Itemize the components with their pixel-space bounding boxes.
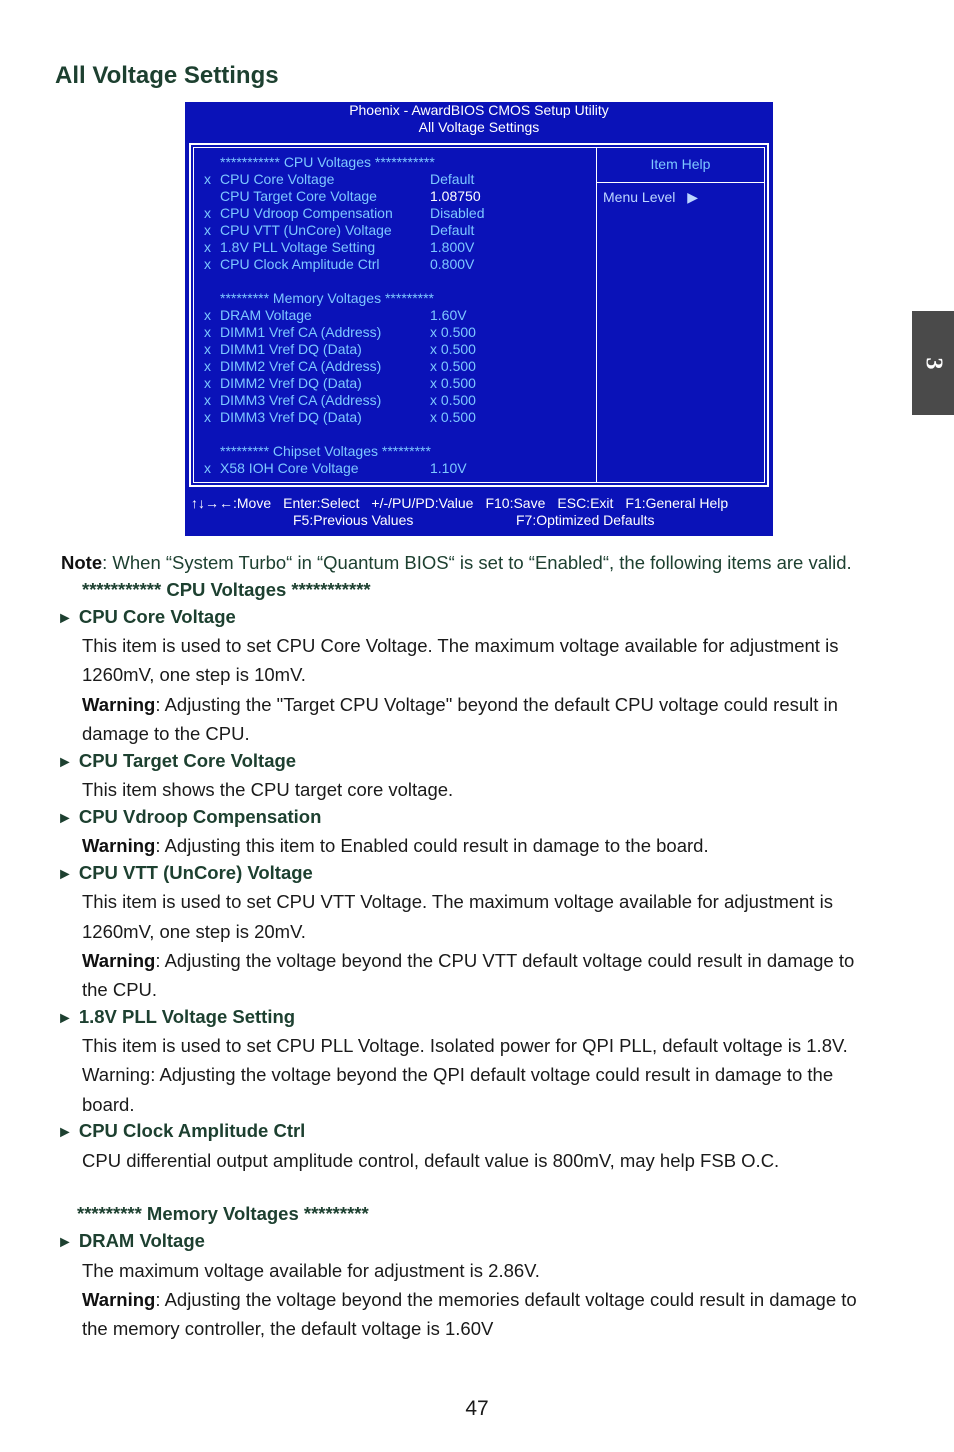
bios-row-lock-marker: x (204, 341, 211, 357)
bios-setting-row[interactable] (194, 460, 596, 477)
bullet-arrow-icon: ► (57, 1234, 73, 1251)
heading-text: DRAM Voltage (78, 1230, 205, 1251)
bios-page-title: All Voltage Settings (418, 119, 540, 135)
warning-label: Warning (82, 950, 156, 971)
cpu-core-desc-line2: 1260mV, one step is 10mV. (82, 664, 306, 685)
bios-row-value: 1.08750 (430, 188, 481, 204)
bullet-arrow-icon: ► (57, 754, 73, 771)
heading-text: CPU Vdroop Compensation (78, 806, 322, 827)
bios-setting-row[interactable] (194, 409, 596, 426)
bios-key-hint: ESC:Exit (557, 495, 614, 511)
heading-cpu-core-voltage (57, 604, 236, 632)
bios-key-hint: +/-/PU/PD:Value (371, 495, 474, 511)
bios-row-lock-marker: x (204, 409, 211, 425)
bios-row-value: 1.10V (430, 460, 467, 476)
bios-row-value: 1.60V (430, 307, 467, 323)
heading-cpu-target-core-voltage (57, 748, 296, 776)
heading-cpu-vtt-voltage (57, 860, 313, 888)
menu-level-label: Menu Level (603, 189, 676, 205)
warning-text: : Adjusting the "Target CPU Voltage" beyond the default CPU voltage could result in (155, 694, 838, 715)
bios-setting-row[interactable] (194, 188, 596, 205)
bios-row-lock-marker: x (204, 256, 211, 272)
bios-row-label: X58 IOH Core Voltage (220, 460, 359, 476)
dram-desc: The maximum voltage available for adjustment is 2.86V. (82, 1260, 540, 1281)
bios-row-label: DIMM2 Vref CA (Address) (220, 358, 382, 374)
bios-blank-row (194, 273, 596, 290)
bios-row-value: x 0.500 (430, 324, 476, 340)
bios-row-lock-marker: x (204, 171, 211, 187)
heading-text: CPU Clock Amplitude Ctrl (78, 1120, 306, 1141)
cpu-core-warning-line1 (82, 690, 838, 719)
bios-row-value: x 0.500 (430, 341, 476, 357)
bios-key-hint: F10:Save (485, 495, 546, 511)
bios-screen (185, 102, 773, 536)
warning-text: : Adjusting this item to Enabled could result in damage to the board. (155, 835, 709, 856)
bullet-arrow-icon: ► (57, 810, 73, 827)
bios-row-value: 0.800V (430, 256, 475, 272)
bullet-arrow-icon: ► (57, 1010, 73, 1027)
bios-row-value: x 0.500 (430, 409, 476, 425)
bios-row-label: 1.8V PLL Voltage Setting (220, 239, 376, 255)
bios-row-label: CPU Clock Amplitude Ctrl (220, 256, 380, 272)
bios-inner-frame (193, 147, 765, 483)
bios-setting-row[interactable] (194, 205, 596, 222)
bios-row-value: Disabled (430, 205, 485, 221)
bios-row-label: DRAM Voltage (220, 307, 312, 323)
bios-row-label: CPU Vdroop Compensation (220, 205, 393, 221)
bios-row-lock-marker: x (204, 460, 211, 476)
bios-key-optimized-defaults: F7:Optimized Defaults (516, 512, 655, 528)
warning-label: Warning (82, 835, 156, 856)
bios-setting-row[interactable] (194, 358, 596, 375)
bullet-arrow-icon: ► (57, 866, 73, 883)
bios-row-label: ********* Memory Voltages ********* (220, 290, 435, 306)
heading-pll-voltage-setting (57, 1004, 295, 1032)
warning-text: : Adjusting the voltage beyond the memories default voltage could result in damage to (155, 1289, 857, 1310)
chapter-number: 3 (920, 357, 947, 369)
menu-level (597, 183, 764, 206)
bios-frame (189, 143, 769, 487)
vtt-desc-line1: This item is used to set CPU VTT Voltage. The maximum voltage available for adjustment is (82, 891, 833, 912)
cpu-core-desc-line1: This item is used to set CPU Core Voltage. The maximum voltage available for adjustment is (82, 635, 839, 656)
dram-warning-line2: the memory controller, the default voltage is 1.60V (82, 1318, 494, 1339)
bios-row-value: x 0.500 (430, 358, 476, 374)
bios-row-label: DIMM3 Vref DQ (Data) (220, 409, 362, 425)
bios-setting-row[interactable] (194, 239, 596, 256)
bios-row-lock-marker: x (204, 375, 211, 391)
bios-row-label: DIMM1 Vref CA (Address) (220, 324, 382, 340)
pll-desc-line2: Warning: Adjusting the voltage beyond the QPI default voltage could result in damage to the (82, 1064, 834, 1085)
bios-row-label: ********* Chipset Voltages ********* (220, 443, 431, 459)
page-number: 47 (465, 1397, 489, 1420)
cpu-voltages-section-heading: *********** CPU Voltages *********** (82, 579, 371, 600)
bios-setting-row[interactable] (194, 256, 596, 273)
pll-desc-line3: board. (82, 1094, 135, 1115)
bios-row-label: CPU VTT (UnCore) Voltage (220, 222, 392, 238)
bios-row-label: CPU Target Core Voltage (220, 188, 377, 204)
bios-setting-row[interactable] (194, 171, 596, 188)
warning-text: : Adjusting the voltage beyond the CPU VTT default voltage could result in damage to (155, 950, 855, 971)
bios-row-lock-marker: x (204, 307, 211, 323)
heading-cpu-vdroop-compensation (57, 804, 321, 832)
warning-label: Warning (82, 694, 156, 715)
bios-setting-row[interactable] (194, 375, 596, 392)
bios-row-lock-marker: x (204, 222, 211, 238)
bullet-arrow-icon: ► (57, 1124, 73, 1141)
bios-key-hint: Enter:Select (283, 495, 360, 511)
heading-text: CPU Target Core Voltage (78, 750, 297, 771)
bullet-arrow-icon: ► (57, 610, 73, 627)
bios-utility-title: Phoenix - AwardBIOS CMOS Setup Utility (349, 102, 609, 118)
bios-row-label: DIMM2 Vref DQ (Data) (220, 375, 362, 391)
bios-key-legend (191, 495, 767, 512)
bios-setting-row[interactable] (194, 307, 596, 324)
dram-warning-line1 (82, 1285, 857, 1314)
bios-settings-list (194, 148, 596, 482)
bios-setting-row[interactable] (194, 324, 596, 341)
item-help-title: Item Help (597, 148, 764, 183)
bios-row-label: *********** CPU Voltages *********** (220, 154, 435, 170)
vtt-warning-line2: the CPU. (82, 979, 158, 1000)
bios-row-value: Default (430, 222, 475, 238)
bios-row-label: DIMM1 Vref DQ (Data) (220, 341, 362, 357)
bios-key-hint: ↑↓→←:Move (191, 495, 272, 511)
bios-setting-row (194, 154, 596, 171)
cpu-target-desc: This item shows the CPU target core voltage. (82, 779, 454, 800)
vtt-warning-line1 (82, 946, 854, 975)
bios-blank-row (194, 426, 596, 443)
bios-row-lock-marker: x (204, 392, 211, 408)
bios-row-value: x 0.500 (430, 392, 476, 408)
bios-row-lock-marker: x (204, 358, 211, 374)
bios-row-value: Default (430, 171, 475, 187)
pll-desc-line1: This item is used to set CPU PLL Voltage. Isolated power for QPI PLL, default voltage is 1.8V. (82, 1035, 848, 1056)
bios-setting-row (194, 443, 596, 460)
bios-row-label: CPU Core Voltage (220, 171, 335, 187)
page-title: All Voltage Settings (55, 62, 279, 89)
vtt-desc-line2: 1260mV, one step is 20mV. (82, 921, 306, 942)
bios-row-label: DIMM3 Vref CA (Address) (220, 392, 382, 408)
memory-voltages-section-heading: ********* Memory Voltages ********* (77, 1203, 369, 1224)
chapter-tab (912, 311, 954, 415)
bios-help-panel (596, 148, 764, 482)
heading-cpu-clock-amplitude (57, 1118, 305, 1146)
warning-label: Warning (82, 1289, 156, 1310)
heading-text: CPU VTT (UnCore) Voltage (78, 862, 313, 883)
bios-row-lock-marker: x (204, 324, 211, 340)
bios-key-previous-values: F5:Previous Values (293, 512, 414, 528)
clock-desc: CPU differential output amplitude control, default value is 800mV, may help FSB O.C. (82, 1150, 780, 1171)
vdroop-warning (82, 831, 709, 860)
bios-setting-row[interactable] (194, 392, 596, 409)
bios-setting-row[interactable] (194, 341, 596, 358)
heading-text: 1.8V PLL Voltage Setting (78, 1006, 296, 1027)
bios-row-lock-marker: x (204, 205, 211, 221)
bios-setting-row[interactable] (194, 222, 596, 239)
bios-row-value: 1.800V (430, 239, 475, 255)
heading-text: CPU Core Voltage (78, 606, 236, 627)
triangle-right-icon: ▶ (687, 189, 699, 205)
bios-row-value: x 0.500 (430, 375, 476, 391)
note-paragraph (61, 548, 852, 577)
note-label: Note (61, 552, 103, 573)
bios-setting-row (194, 290, 596, 307)
heading-dram-voltage (57, 1228, 205, 1256)
bios-header (185, 102, 773, 136)
bios-row-lock-marker: x (204, 239, 211, 255)
note-text: : When “System Turbo“ in “Quantum BIOS“ is set to “Enabled“, the following items are valid. (102, 552, 852, 573)
bios-key-hint: F1:General Help (625, 495, 729, 511)
cpu-core-warning-line2: damage to the CPU. (82, 723, 250, 744)
